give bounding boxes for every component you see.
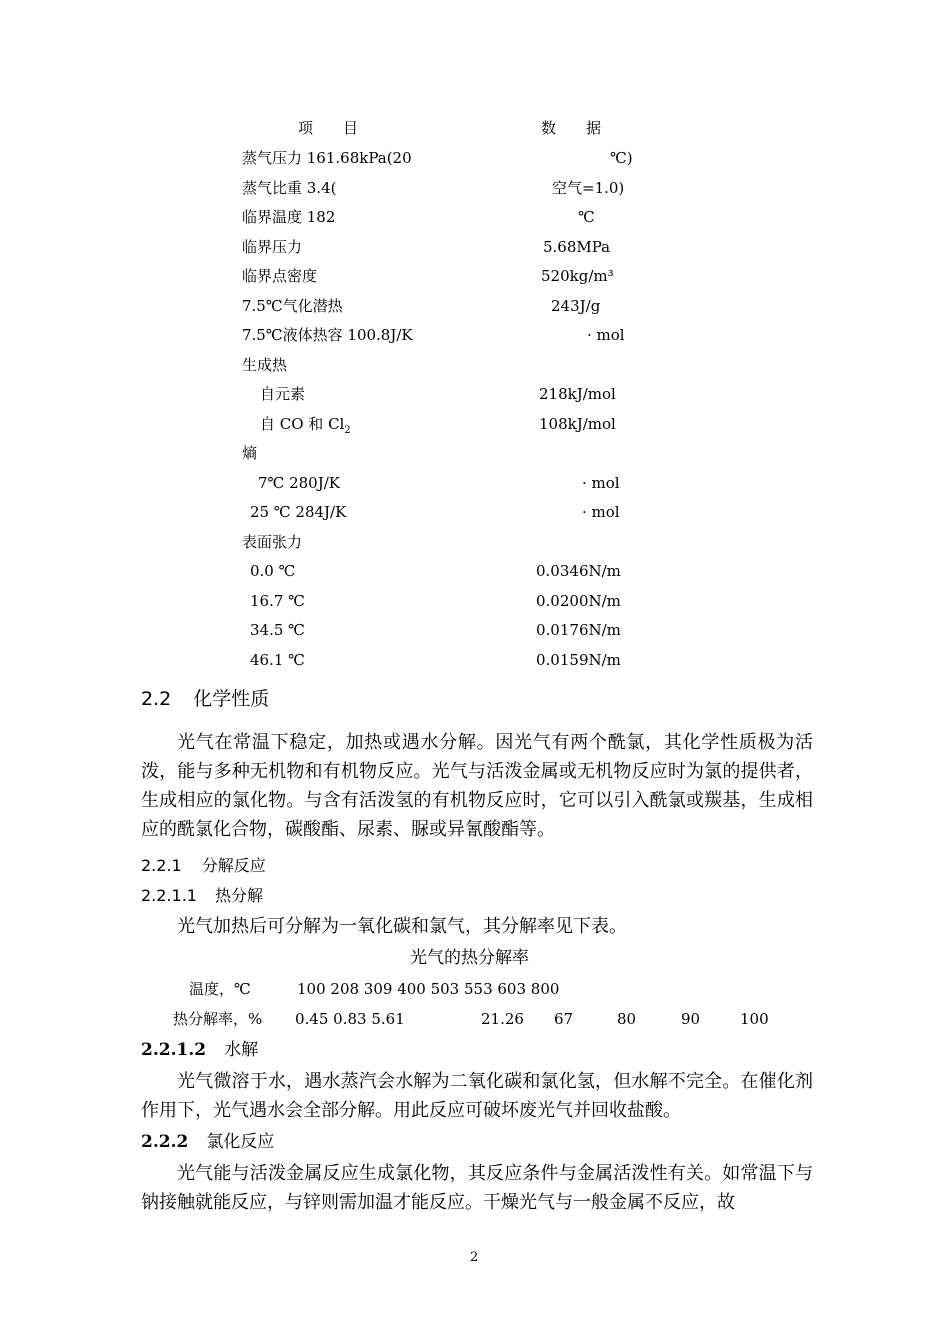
prop-label: 7.5℃气化潜热 — [242, 297, 343, 315]
section-title: 热分解 — [214, 886, 263, 905]
decomp-row2-value: 100 — [740, 1010, 769, 1028]
section-heading-2-2-2 — [141, 1131, 274, 1153]
prop-label: 蒸气压力 161.68kPa(20 — [242, 149, 412, 167]
section-2-2-1-2-paragraph: 光气微溶于水，遇水蒸汽会水解为二氧化碳和氯化氢，但水解不完全。在催化剂作用下，光气遇水会全部分解。用此反应可破坏废光气并回收盐酸。 — [141, 1071, 813, 1121]
prop-value: 243J/g — [551, 297, 601, 315]
prop-value: 空气=1.0) — [552, 179, 625, 197]
prop-value: 5.68MPa — [543, 238, 611, 256]
section-title: 化学性质 — [193, 688, 270, 710]
section-title: 水解 — [224, 1040, 259, 1060]
section-number: 2.2.1.1 — [141, 886, 197, 905]
prop-value: 0.0159N/m — [536, 651, 621, 669]
prop-label: 临界温度 182 — [242, 208, 336, 226]
prop-value: 520kg/m³ — [541, 267, 614, 285]
prop-label: 7℃ 280J/K — [258, 474, 340, 492]
prop-label: 熵 — [242, 444, 258, 462]
prop-label: 生成热 — [242, 356, 288, 374]
section-number: 2.2.1 — [141, 856, 182, 875]
prop-value: 218kJ/mol — [539, 385, 616, 403]
decomp-row2-value: 21.26 — [481, 1010, 524, 1028]
section-heading-2-2-1-2 — [141, 1039, 258, 1061]
prop-value: ℃ — [578, 208, 595, 226]
prop-label: 34.5 ℃ — [250, 621, 305, 639]
section-number: 2.2 — [141, 688, 172, 710]
section-2-2-1-1-paragraph: 光气加热后可分解为一氧化碳和氯气，其分解率见下表。 — [177, 916, 627, 937]
prop-value: · mol — [582, 474, 620, 492]
props-header-left: 项 目 — [298, 119, 359, 137]
prop-label: 临界点密度 — [242, 267, 318, 285]
prop-label: 表面张力 — [242, 533, 303, 551]
decomp-row2-label: 热分解率，% — [173, 1010, 263, 1028]
prop-value: · mol — [587, 326, 625, 344]
section-title: 分解反应 — [201, 856, 266, 875]
prop-label: 自 CO 和 Cl — [260, 415, 345, 433]
page-number: 2 — [470, 1250, 479, 1265]
prop-value: 0.0176N/m — [536, 621, 621, 639]
prop-value: 108kJ/mol — [539, 415, 616, 433]
section-number: 2.2.2 — [141, 1132, 189, 1152]
prop-label: 0.0 ℃ — [250, 562, 296, 580]
prop-value: ℃) — [610, 149, 633, 167]
decomp-row2-values: 0.45 0.83 5.61 — [295, 1010, 405, 1028]
prop-label: 自元素 — [260, 385, 306, 403]
prop-label: 46.1 ℃ — [250, 651, 305, 669]
section-2-2-2-paragraph: 光气能与活泼金属反应生成氯化物，其反应条件与金属活泼性有关。如常温下与钠接触就能反应，与锌则需加温才能反应。干燥光气与一般金属不反应，故 — [141, 1163, 813, 1213]
prop-label: 蒸气比重 3.4( — [242, 179, 337, 197]
section-number: 2.2.1.2 — [141, 1040, 207, 1060]
decomp-row1-values: 100 208 309 400 503 553 603 800 — [297, 980, 560, 998]
prop-label: 临界压力 — [242, 238, 303, 256]
prop-label-with-sub — [260, 414, 351, 441]
props-header-right: 数 据 — [541, 119, 602, 137]
section-heading-2-2-1-1 — [141, 885, 263, 907]
prop-label: 7.5℃液体热容 100.8J/K — [242, 326, 413, 344]
section-heading-2-2 — [141, 686, 269, 712]
decomp-row2-value: 67 — [554, 1010, 574, 1028]
prop-label-subscript: 2 — [344, 425, 351, 436]
section-2-2-paragraph: 光气在常温下稳定，加热或遇水分解。因光气有两个酰氯，其化学性质极为活泼，能与多种无机物和有机物反应。光气与活泼金属或无机物反应时为氯的提供者，生成相应的氯化物。与含有活泼氢的有机物反应时，它可以引入酰氯或羰基，生成相应的酰氯化合物，碳酸酯、尿素、脲或异氰酸酯等。 — [141, 732, 813, 840]
decomp-row1-label: 温度，℃ — [189, 980, 251, 998]
decomp-row2-value: 90 — [681, 1010, 701, 1028]
prop-value: 0.0346N/m — [536, 562, 621, 580]
decomp-table-caption: 光气的热分解率 — [410, 948, 529, 968]
section-heading-2-2-1 — [141, 855, 266, 877]
section-title: 氯化反应 — [206, 1132, 275, 1152]
prop-value: · mol — [582, 503, 620, 521]
prop-label: 16.7 ℃ — [250, 592, 305, 610]
prop-value: 0.0200N/m — [536, 592, 621, 610]
decomp-row2-value: 80 — [617, 1010, 637, 1028]
prop-label: 25 ℃ 284J/K — [250, 503, 347, 521]
